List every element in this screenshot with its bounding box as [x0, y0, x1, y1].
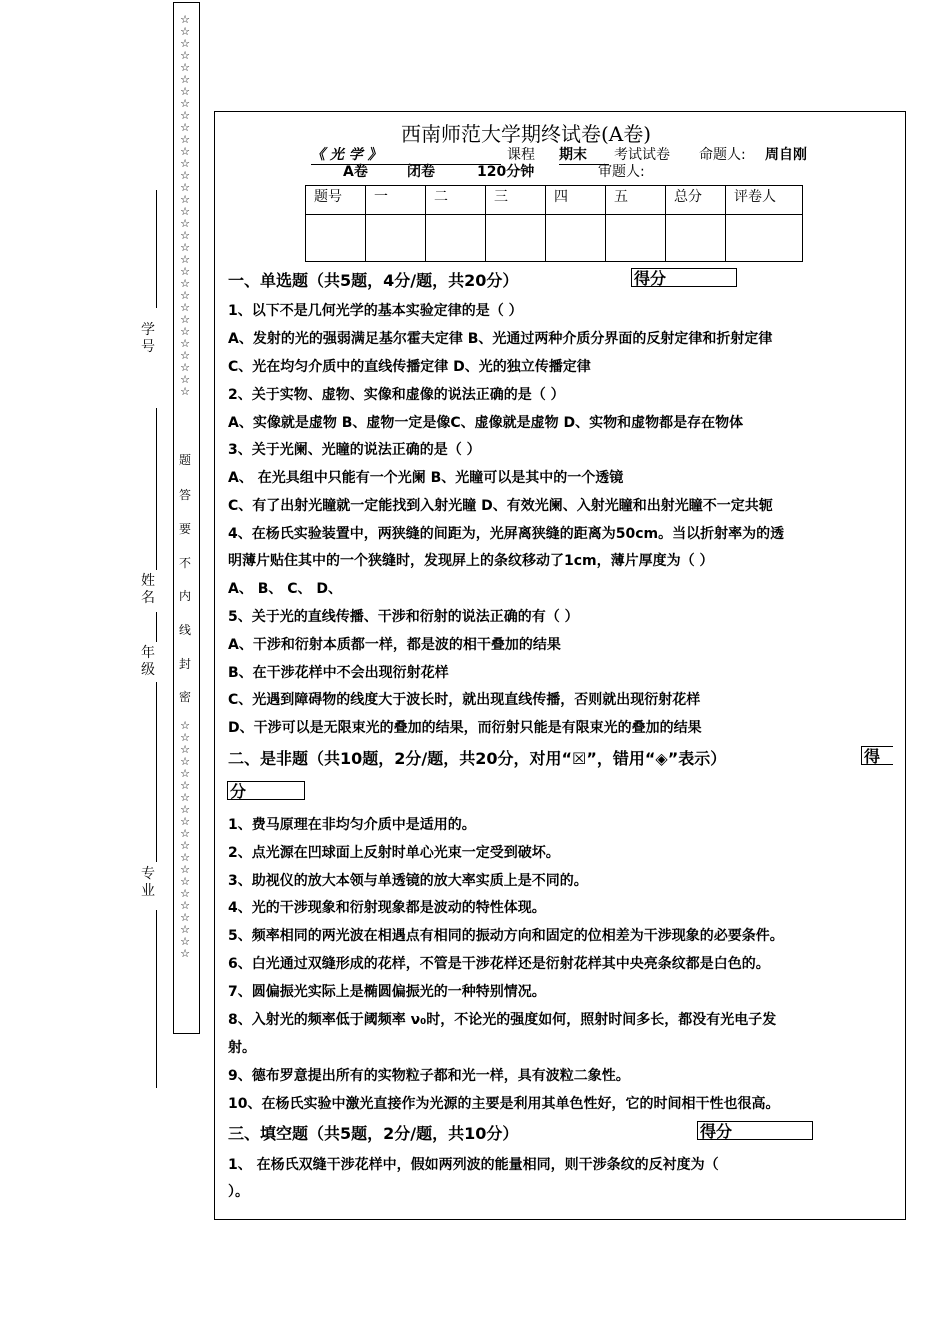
score-header: 题号: [306, 186, 366, 215]
student-id-label: 学号: [141, 322, 155, 355]
question-line: C、有了出射光瞳就一定能找到入射光瞳 D、有效光阑、入射光瞳和出射光瞳不一定共轭: [228, 498, 773, 514]
question-line: 6、白光通过双缝形成的花样，不管是干涉花样还是衍射花样其中央亮条纹都是白色的。: [228, 956, 770, 972]
binding-char: 封: [178, 657, 191, 671]
exam-paper: [214, 111, 906, 1220]
section2-score-box-b[interactable]: 分: [227, 781, 305, 800]
binding-char: 内: [178, 589, 191, 603]
question-line: 2、关于实物、虚物、实像和虚像的说法正确的是（ ）: [228, 387, 565, 403]
question-line: C、光遇到障碍物的线度大于波长时，就出现直线传播，否则就出现衍射花样: [228, 692, 701, 708]
binding-char: 线: [178, 623, 191, 637]
question-line: 5、关于光的直线传播、干涉和衍射的说法正确的有（ ）: [228, 609, 579, 625]
section1-score-box[interactable]: 得分: [631, 268, 737, 287]
score-header: 四: [546, 186, 606, 215]
score-header: 总分: [666, 186, 726, 215]
score-cell[interactable]: [726, 215, 803, 262]
name-label: 姓名: [141, 573, 155, 606]
author-name: 周自刚: [765, 147, 807, 163]
duration: 120分钟: [477, 164, 535, 180]
question-line: 3、助视仪的放大本领与单透镜的放大率实质上是不同的。: [228, 873, 588, 889]
score-header: 二: [426, 186, 486, 215]
grade-line: [156, 682, 157, 862]
exam-term: 期末: [559, 144, 609, 165]
question-line: A、干涉和衍射本质都一样，都是波的相干叠加的结果: [228, 637, 561, 653]
closed-book: 闭卷: [407, 164, 435, 180]
question-line: A、发射的光的强弱满足基尔霍夫定律 B、光通过两种介质分界面的反射定律和折射定律: [228, 331, 773, 347]
question-line: 2、点光源在凹球面上反射时单心光束一定受到破坏。: [228, 845, 560, 861]
score-header: 五: [606, 186, 666, 215]
question-line: ）。: [228, 1184, 249, 1200]
question-line: 3、关于光阑、光瞳的说法正确的是（ ）: [228, 442, 481, 458]
grade-line-top: [156, 612, 157, 642]
section2-title: 二、是非题（共10题，2分/题，共20分，对用“☒”，错用“◈”表示）: [228, 749, 727, 768]
paper-variant: A卷: [343, 164, 368, 180]
question-line: 射。: [228, 1040, 256, 1056]
major-label: 专业: [141, 866, 155, 899]
score-table: [305, 185, 803, 262]
student-id-line: [156, 190, 157, 308]
score-cell[interactable]: [366, 215, 426, 262]
grade-label: 年级: [141, 645, 155, 678]
question-line: 5、频率相同的两光波在相遇点有相同的振动方向和固定的位相差为干涉现象的必要条件。: [228, 928, 784, 944]
exam-type: 考试试卷: [614, 147, 670, 163]
exam-title: 西南师范大学期终试卷(A卷): [401, 122, 652, 146]
course-label: 课程: [507, 147, 535, 163]
section3-score-box[interactable]: 得分: [697, 1121, 813, 1140]
question-line: 7、圆偏振光实际上是椭圆偏振光的一种特别情况。: [228, 984, 546, 1000]
score-header: 一: [366, 186, 426, 215]
binding-stars-bottom: ☆☆☆☆☆☆☆☆☆☆☆☆☆☆☆☆☆☆☆☆: [180, 719, 190, 960]
question-line: 10、在杨氏实验中激光直接作为光源的主要是利用其单色性好，它的时间相干性也很高。: [228, 1096, 780, 1112]
score-cell[interactable]: [486, 215, 546, 262]
question-line: 1、费马原理在非均匀介质中是适用的。: [228, 817, 476, 833]
binding-char: 不: [178, 556, 191, 570]
question-line: A、实像就是虚物 B、虚物一定是像C、虚像就是虚物 D、实物和虚物都是存在物体: [228, 415, 744, 431]
major-line: [156, 910, 157, 1088]
binding-char: 题: [178, 453, 191, 467]
reviewer-label: 审题人:: [598, 164, 645, 180]
question-line: D、干涉可以是无限束光的叠加的结果，而衍射只能是有限束光的叠加的结果: [228, 720, 702, 736]
binding-stars-top: ☆☆☆☆☆☆☆☆☆☆☆☆☆☆☆☆☆☆☆☆☆☆☆☆☆☆☆☆☆☆☆☆: [180, 13, 190, 398]
name-line: [156, 408, 157, 570]
question-line: 4、在杨氏实验装置中，两狭缝的间距为，光屏离狭缝的距离为50cm。当以折射率为的透: [228, 526, 785, 542]
section3-title: 三、填空题（共5题，2分/题，共10分）: [228, 1124, 519, 1143]
question-line: 明薄片贴住其中的一个狭缝时，发现屏上的条纹移动了1cm，薄片厚度为（ ）: [228, 553, 714, 569]
binding-char: 答: [178, 488, 191, 502]
author-label: 命题人:: [699, 147, 746, 163]
score-header: 三: [486, 186, 546, 215]
course-name: 《 光 学 》: [311, 144, 501, 165]
score-cell[interactable]: [546, 215, 606, 262]
question-line: 1、 在杨氏双缝干涉花样中，假如两列波的能量相同，则干涉条纹的反衬度为（: [228, 1157, 719, 1173]
section1-title: 一、单选题（共5题，4分/题，共20分）: [228, 271, 519, 290]
section2-score-box-a[interactable]: 得: [861, 746, 893, 765]
score-cell[interactable]: [426, 215, 486, 262]
score-cell[interactable]: [306, 215, 366, 262]
score-cell[interactable]: [666, 215, 726, 262]
score-cell[interactable]: [606, 215, 666, 262]
question-line: C、光在均匀介质中的直线传播定律 D、光的独立传播定律: [228, 359, 591, 375]
question-line: 4、光的干涉现象和衍射现象都是波动的特性体现。: [228, 900, 546, 916]
question-line: 9、德布罗意提出所有的实物粒子都和光一样，具有波粒二象性。: [228, 1068, 630, 1084]
binding-char: 密: [178, 690, 191, 704]
question-line: A、 在光具组中只能有一个光阑 B、光瞳可以是其中的一个透镜: [228, 470, 624, 486]
binding-char: 要: [178, 522, 191, 536]
question-line: 1、以下不是几何光学的基本实验定律的是（ ）: [228, 303, 523, 319]
question-line: B、在干涉花样中不会出现衍射花样: [228, 665, 449, 681]
question-line: 8、入射光的频率低于阈频率 ν₀时，不论光的强度如何，照射时间多长，都没有光电子发: [228, 1012, 777, 1028]
score-header: 评卷人: [726, 186, 803, 215]
question-line: A、 B、 C、 D、: [228, 581, 343, 597]
